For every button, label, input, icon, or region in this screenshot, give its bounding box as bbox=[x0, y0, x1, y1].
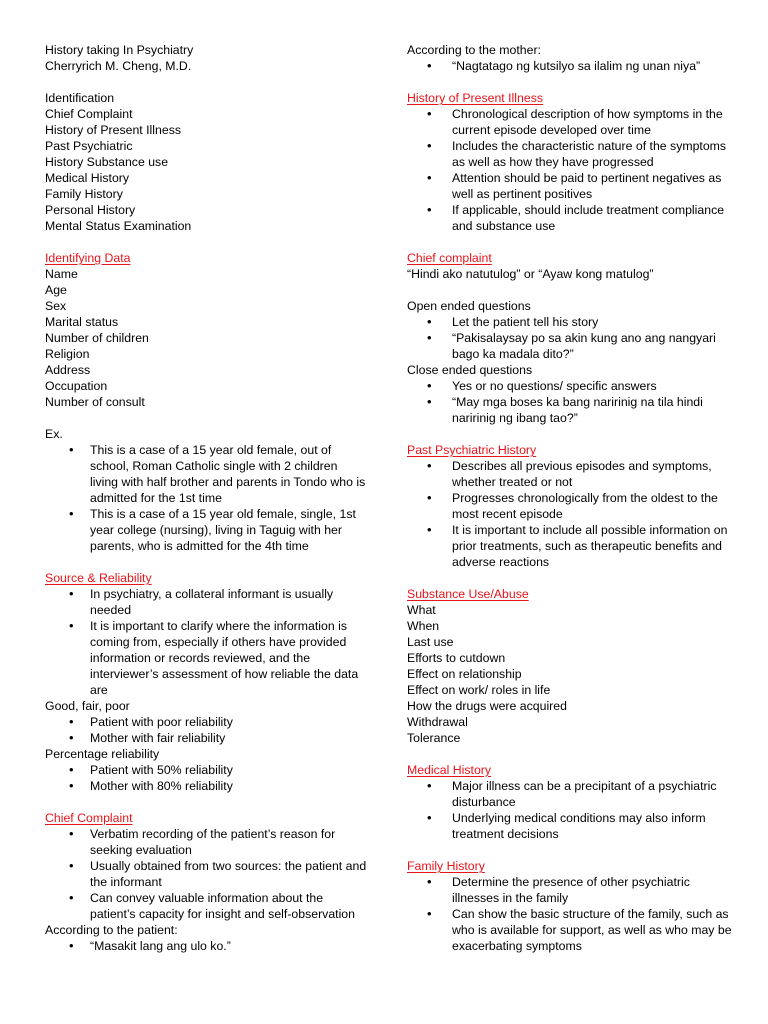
substance-use-item: Effect on work/ roles in life bbox=[407, 683, 551, 697]
outline-item: Personal History bbox=[45, 203, 136, 217]
mother-quote-list bbox=[407, 58, 732, 74]
identifying-data-heading: Identifying Data bbox=[45, 251, 131, 265]
outline-item: Past Psychiatric bbox=[45, 139, 133, 153]
chief-complaint-list bbox=[45, 826, 367, 922]
past-psychiatric-heading: Past Psychiatric History bbox=[407, 443, 537, 457]
medical-history-list bbox=[407, 778, 732, 842]
identifying-item: Religion bbox=[45, 347, 90, 361]
reliability-item: • Mother with fair reliability bbox=[45, 730, 367, 746]
close-ended-item: • Yes or no questions/ specific answers bbox=[407, 378, 732, 394]
example-item: • This is a case of a 15 year old female, out of school, Roman Catholic single with 2 children living with half brother and parents in Tondo who is admitted for the 1st time bbox=[45, 442, 367, 506]
identifying-item: Name bbox=[45, 267, 78, 281]
example-label: Ex. bbox=[45, 427, 63, 441]
identifying-item: Age bbox=[45, 283, 67, 297]
patient-quote: • “Masakit lang ang ulo ko.” bbox=[45, 938, 367, 954]
hpi-heading: History of Present Illness bbox=[407, 91, 543, 105]
close-ended-label: Close ended questions bbox=[407, 363, 533, 377]
substance-use-item: Tolerance bbox=[407, 731, 461, 745]
identifying-item: Number of consult bbox=[45, 395, 145, 409]
outline-item: History Substance use bbox=[45, 155, 169, 169]
outline-item: Identification bbox=[45, 91, 115, 105]
example-list bbox=[45, 442, 367, 554]
chief-complaint-item: • Usually obtained from two sources: the patient and the informant bbox=[45, 858, 367, 890]
percentage-reliability-label: Percentage reliability bbox=[45, 747, 160, 761]
past-psychiatric-item: • Progresses chronologically from the oldest to the most recent episode bbox=[407, 490, 732, 522]
hpi-item: • Chronological description of how symptoms in the current episode developed over time bbox=[407, 106, 732, 138]
outline-item: Family History bbox=[45, 187, 123, 201]
open-ended-item: • “Pakisalaysay po sa akin kung ano ang nangyari bago ka madala dito?” bbox=[407, 330, 732, 362]
family-history-list bbox=[407, 874, 732, 954]
source-reliability-heading: Source & Reliability bbox=[45, 571, 152, 585]
past-psychiatric-item: • It is important to include all possible information on prior treatments, such as therapeutic benefits and adverse reactions bbox=[407, 522, 732, 570]
identifying-item: Occupation bbox=[45, 379, 108, 393]
substance-use-item: How the drugs were acquired bbox=[407, 699, 567, 713]
hpi-item: • If applicable, should include treatment compliance and substance use bbox=[407, 202, 732, 234]
substance-use-item: Withdrawal bbox=[407, 715, 468, 729]
close-ended-list bbox=[407, 378, 732, 426]
open-ended-list bbox=[407, 314, 732, 362]
outline-item: History of Present Illness bbox=[45, 123, 181, 137]
good-fair-poor-label: Good, fair, poor bbox=[45, 699, 130, 713]
medical-history-heading: Medical History bbox=[407, 763, 492, 777]
identifying-item: Marital status bbox=[45, 315, 119, 329]
according-to-mother-label: According to the mother: bbox=[407, 43, 541, 57]
open-ended-label: Open ended questions bbox=[407, 299, 531, 313]
substance-use-heading: Substance Use/Abuse bbox=[407, 587, 529, 601]
author: Cherryrich M. Cheng, M.D. bbox=[45, 59, 192, 73]
outline-list bbox=[45, 90, 367, 234]
patient-quote-list bbox=[45, 938, 367, 954]
good-fair-poor-list bbox=[45, 714, 367, 746]
reliability-item: • Patient with poor reliability bbox=[45, 714, 367, 730]
mother-quote: • “Nagtatago ng kutsilyo sa ilalim ng unan niya” bbox=[407, 58, 732, 74]
source-reliability-item: • In psychiatry, a collateral informant is usually needed bbox=[45, 586, 367, 618]
substance-use-item: Last use bbox=[407, 635, 454, 649]
percentage-reliability-list bbox=[45, 762, 367, 794]
family-history-item: • Determine the presence of other psychiatric illnesses in the family bbox=[407, 874, 732, 906]
identifying-item: Number of children bbox=[45, 331, 149, 345]
reliability-item: • Mother with 80% reliability bbox=[45, 778, 367, 794]
hpi-list bbox=[407, 106, 732, 234]
family-history-heading: Family History bbox=[407, 859, 485, 873]
close-ended-item: • “May mga boses ka bang naririnig na tila hindi naririnig ng ibang tao?” bbox=[407, 394, 732, 426]
right-column bbox=[407, 42, 732, 954]
reliability-item: • Patient with 50% reliability bbox=[45, 762, 367, 778]
outline-item: Medical History bbox=[45, 171, 130, 185]
substance-use-item: What bbox=[407, 603, 436, 617]
chief-complaint-heading: Chief Complaint bbox=[45, 811, 133, 825]
chief-complaint-item: • Verbatim recording of the patient’s reason for seeking evaluation bbox=[45, 826, 367, 858]
substance-use-item: Efforts to cutdown bbox=[407, 651, 506, 665]
left-column bbox=[45, 42, 367, 954]
source-reliability-list bbox=[45, 586, 367, 698]
hpi-item: • Includes the characteristic nature of the symptoms as well as how they have progressed bbox=[407, 138, 732, 170]
according-to-patient-label: According to the patient: bbox=[45, 923, 178, 937]
identifying-data-list bbox=[45, 266, 367, 410]
chief-complaint-quote: “Hindi ako natutulog” or “Ayaw kong matulog” bbox=[407, 267, 654, 281]
document-title: History taking In Psychiatry bbox=[45, 43, 194, 57]
source-reliability-item: • It is important to clarify where the information is coming from, especially if others have provided information or records reviewed, and the interviewer’s assessment of how reliable the data are bbox=[45, 618, 367, 698]
hpi-item: • Attention should be paid to pertinent negatives as well as pertinent positives bbox=[407, 170, 732, 202]
outline-item: Mental Status Examination bbox=[45, 219, 192, 233]
past-psychiatric-list bbox=[407, 458, 732, 570]
substance-use-list bbox=[407, 602, 732, 746]
open-ended-item: • Let the patient tell his story bbox=[407, 314, 732, 330]
chief-complaint-item: • Can convey valuable information about the patient’s capacity for insight and self-observation bbox=[45, 890, 367, 922]
example-item: • This is a case of a 15 year old female, single, 1st year college (nursing), living in Taguig with her parents, who is admitted for the 4th time bbox=[45, 506, 367, 554]
medical-history-item: • Underlying medical conditions may also inform treatment decisions bbox=[407, 810, 732, 842]
substance-use-item: Effect on relationship bbox=[407, 667, 522, 681]
identifying-item: Address bbox=[45, 363, 91, 377]
chief-complaint-example-heading: Chief complaint bbox=[407, 251, 492, 265]
family-history-item: • Can show the basic structure of the family, such as who is available for support, as well as who may be exacerbating symptoms bbox=[407, 906, 732, 954]
past-psychiatric-item: • Describes all previous episodes and symptoms, whether treated or not bbox=[407, 458, 732, 490]
medical-history-item: • Major illness can be a precipitant of a psychiatric disturbance bbox=[407, 778, 732, 810]
substance-use-item: When bbox=[407, 619, 440, 633]
outline-item: Chief Complaint bbox=[45, 107, 133, 121]
identifying-item: Sex bbox=[45, 299, 67, 313]
